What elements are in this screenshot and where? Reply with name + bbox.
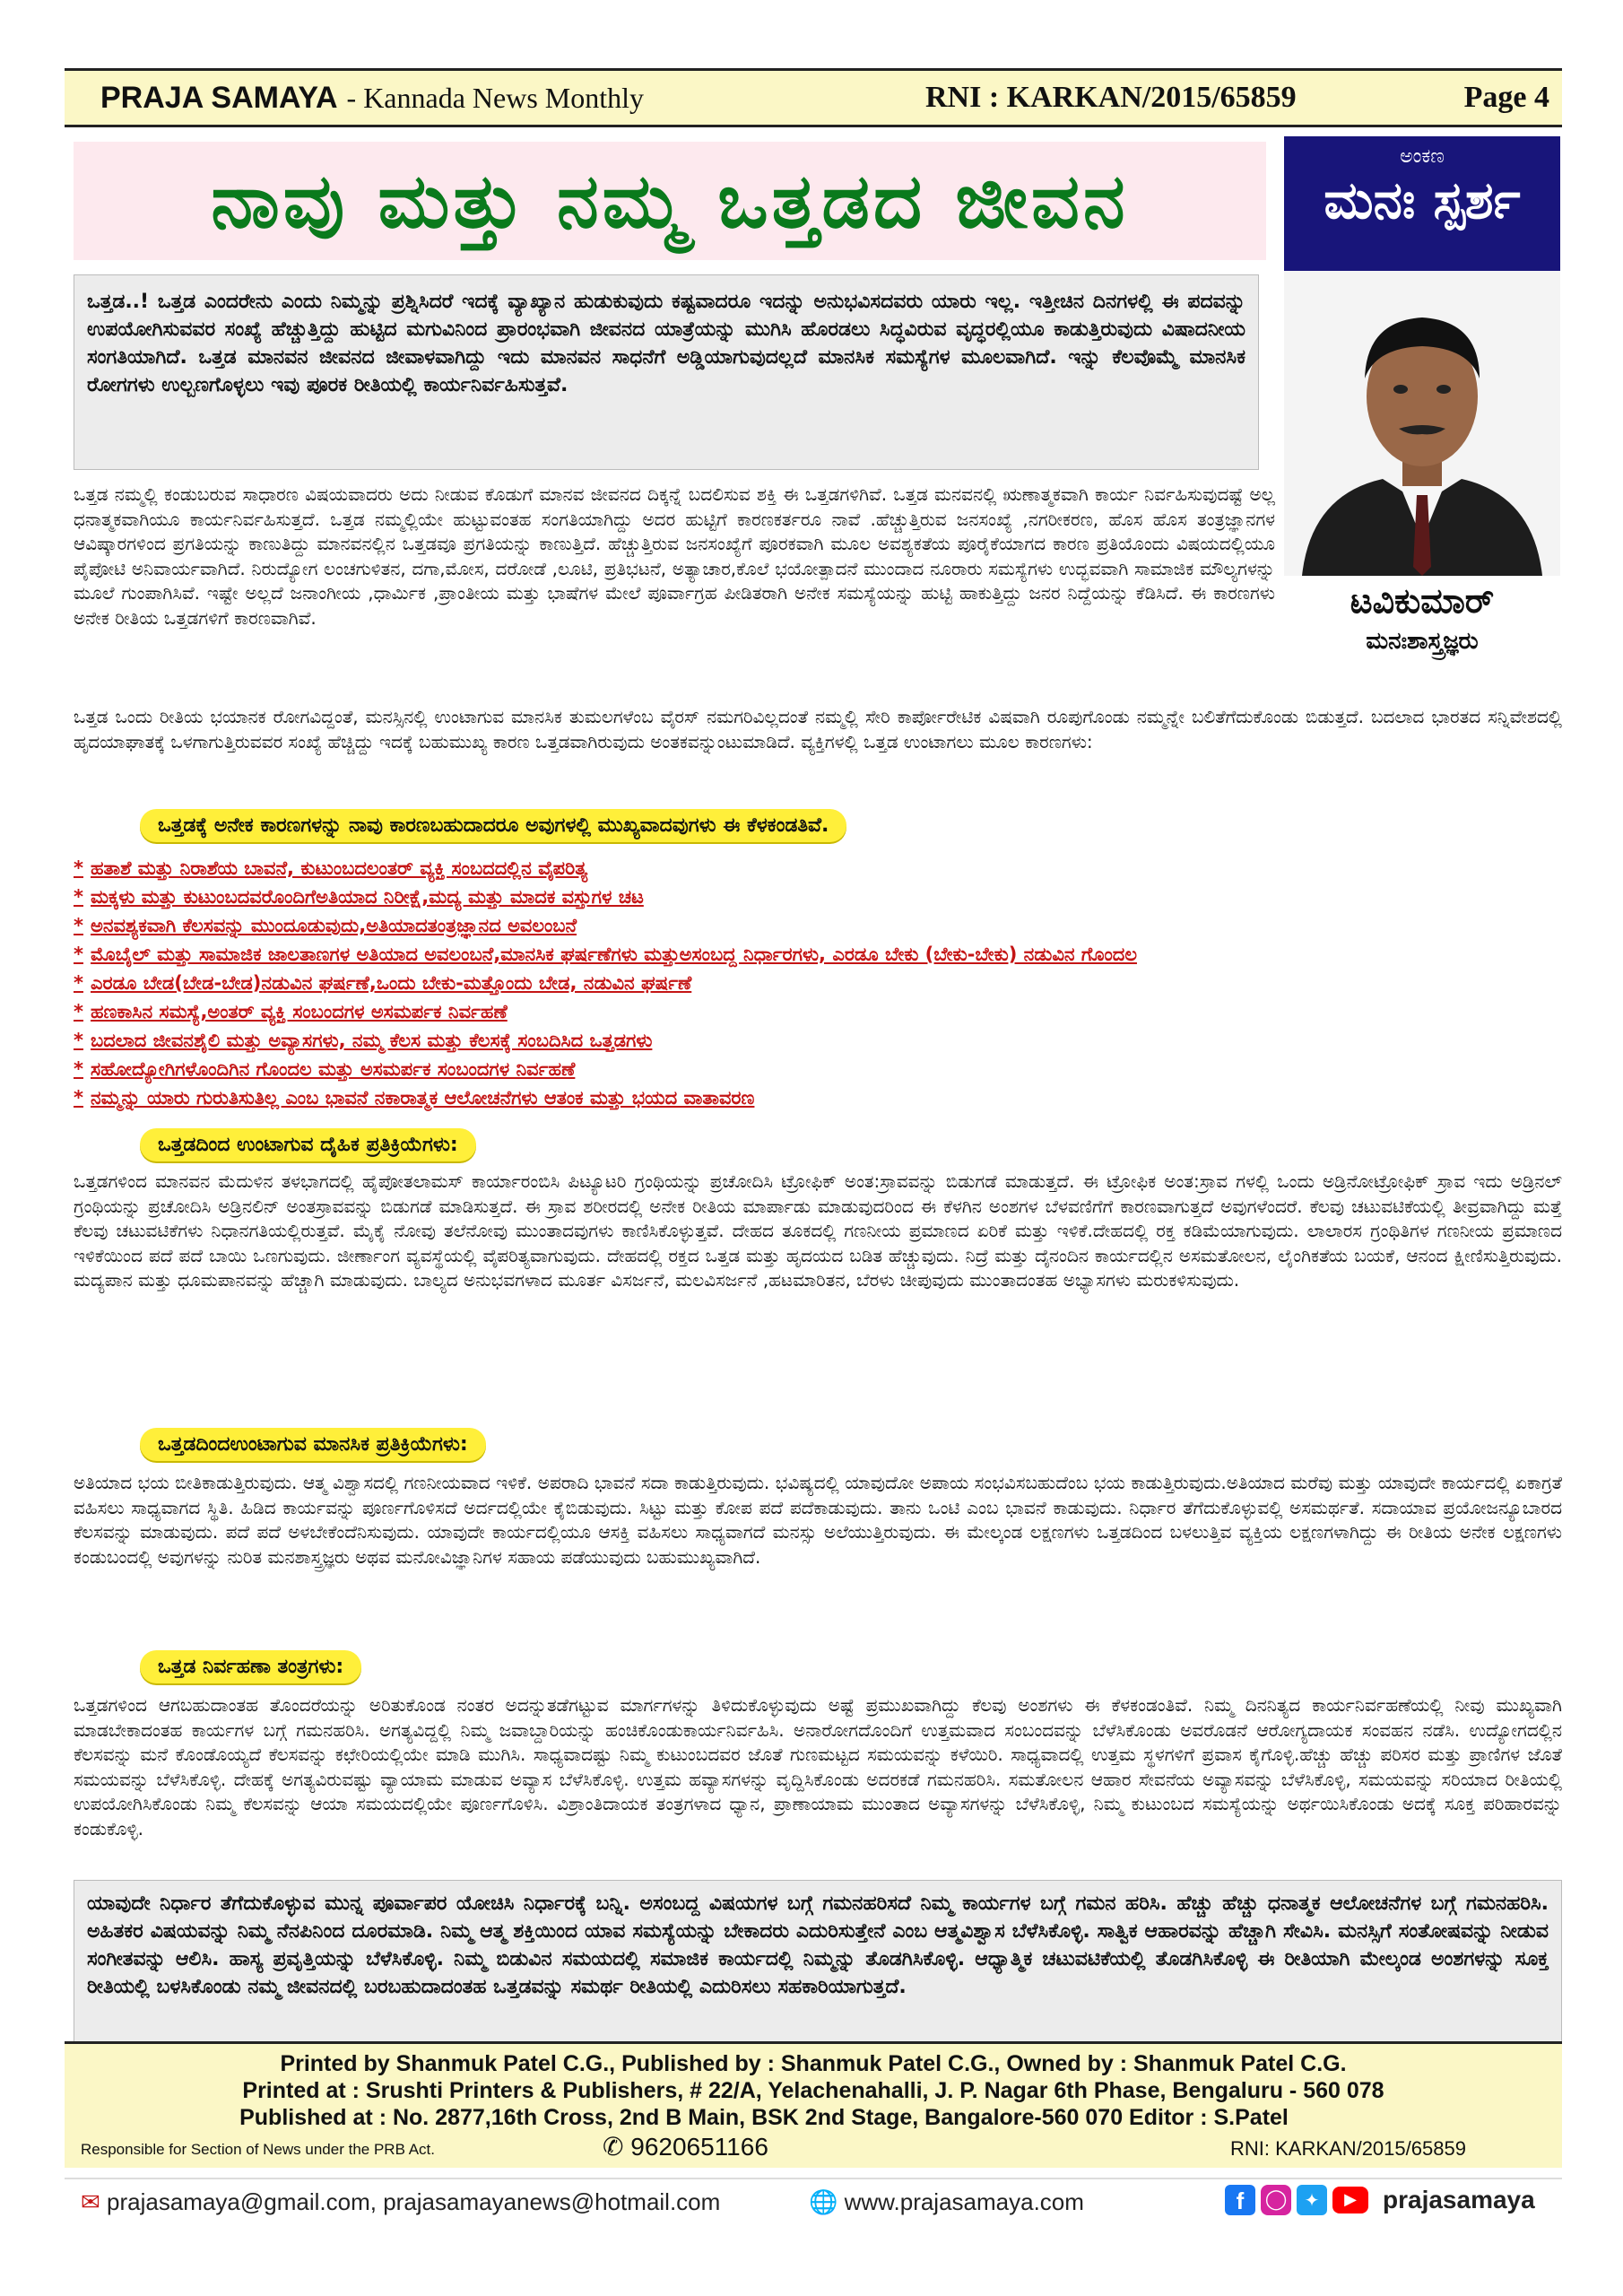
twitter-icon[interactable]: ✦ xyxy=(1297,2185,1327,2215)
footer-rni: RNI: KARKAN/2015/65859 xyxy=(1230,2137,1466,2160)
heading-management: ಒತ್ತಡ ನಿರ್ವಹಣಾ ತಂತ್ರಗಳು: xyxy=(140,1650,361,1683)
list-item: * ಸಹೋದ್ಯೋಗಿಗಳೊಂದಿಗಿನ ಗೊಂದಲ ಮತ್ತು ಅಸಮರ್ಪಕ ಸಂಬಂದಗಳ ನಿರ್ವಹಣೆ xyxy=(74,1058,576,1080)
email-block xyxy=(81,2188,720,2216)
list-item: * ಮೊಬೈಲ್ ಮತ್ತು ಸಾಮಾಜಿಕ ಜಾಲತಾಣಗಳ ಅತಿಯಾದ ಅವಲಂಬನೆ,ಮಾನಸಿಕ ಘರ್ಷಣೆಗಳು ಮತ್ತುಅಸಂಬದ್ದ ನಿರ್ಧಾರಗಳು, ಎರಡೂ ಬೇಕು (ಬೇಕು-ಬೇಕು) ನಡುವಿನ ಗೊಂದಲ xyxy=(74,944,1137,965)
author-photo xyxy=(1284,271,1560,576)
article-title: ನಾವು ಮತ್ತು ನಮ್ಮ ಒತ್ತಡದ ಜೀವನ xyxy=(211,156,1129,245)
article-page xyxy=(65,68,1562,2230)
author-name: ಟವಿಕುಮಾರ್ xyxy=(1350,581,1495,621)
heading-physical: ಒತ್ತಡದಿಂದ ಉಂಟಾಗುವ ದೈಹಿಕ ಪ್ರತಿಕ್ರಿಯೆಗಳು: xyxy=(140,1128,476,1161)
imprint-line-3 xyxy=(65,2105,1463,2131)
list-item: * ಬದಲಾದ ಜೀವನಶೈಲಿ ಮತ್ತು ಅವ್ಯಾಸಗಳು, ನಮ್ಮ ಕೆಲಸ ಮತ್ತು ಕೆಲಸಕ್ಕೆ ಸಂಬದಿಸಿದ ಒತ್ತಡಗಳು xyxy=(74,1030,653,1051)
website-link[interactable]: www.prajasamaya.com xyxy=(844,2188,1084,2215)
heading-causes: ಒತ್ತಡಕ್ಕೆ ಅನೇಕ ಕಾರಣಗಳನ್ನು ನಾವು ಕಾರಣಬಹುದಾದರೂ ಅವುಗಳಲ್ಲಿ ಮುಖ್ಯವಾದವುಗಳು ಈ ಕೆಳಕಂಡತಿವೆ. xyxy=(140,809,846,842)
publication-subtitle: - Kannada News Monthly xyxy=(346,81,645,114)
contact-emails[interactable]: prajasamaya@gmail.com, prajasamayanews@hotmail.com xyxy=(107,2188,721,2215)
list-item: * ನಮ್ಮನ್ನು ಯಾರು ಗುರುತಿಸುತಿಲ್ಲ ಎಂಬ ಭಾವನೆ ನಕಾರಾತ್ಮಕ ಆಲೋಚನೆಗಳು ಆತಂಕ ಮತ್ತು ಭಯದ ವಾತಾವರಣ xyxy=(74,1087,755,1109)
body-paragraph-2: ಒತ್ತಡ ಒಂದು ರೀತಿಯ ಭಯಾನಕ ರೋಗವಿದ್ದಂತೆ, ಮನಸ್ಸಿನಲ್ಲಿ ಉಂಟಾಗುವ ಮಾನಸಿಕ ತುಮಲಗಳೆಂಬ ವೈರಸ್ ನಮಗರಿವಿಲ್ಲದಂತೆ ನಮ್ಮಲ್ಲಿ ಸೇರಿ ಕಾರ್ಪೋರೇಟಿಕ ವಿಷವಾಗಿ ರೂಪುಗೊಂಡು ನಮ್ಮನ್ನೇ ಬಲಿತೆಗೆದುಕೊಂಡು ಬಿಡುತ್ತದೆ. ಬದಲಾದ ಭಾರತದ ಸನ್ನಿವೇಶದಲ್ಲಿ ಹೃದಯಾಘಾತಕ್ಕೆ ಒಳಗಾಗುತ್ತಿರುವವರ ಸಂಖ್ಯೆ ಹೆಚ್ಚಿದ್ದು ಇದಕ್ಕೆ ಬಹುಮುಖ್ಯ ಕಾರಣ ಒತ್ತಡವಾಗಿರುವುದು ಅಂತಕವನ್ನುಂಟುಮಾಡಿದೆ. ವ್ಯಕ್ತಿಗಳಲ್ಲಿ ಒತ್ತಡ ಉಂಟಾಗಲು ಮೂಲ ಕಾರಣಗಳು: xyxy=(74,706,1562,752)
column-name: ಮನಃ ಸ್ಪರ್ಶ xyxy=(1324,170,1521,230)
phone-number: 9620651166 xyxy=(630,2133,768,2161)
masthead-bar xyxy=(65,68,1562,127)
youtube-icon[interactable]: ▶ xyxy=(1332,2187,1368,2213)
causes-list xyxy=(74,854,1562,1112)
column-sidebar xyxy=(1284,136,1560,692)
intro-box: ಒತ್ತಡ..! ಒತ್ತಡ ಎಂದರೇನು ಎಂದು ನಿಮ್ಮನ್ನು ಪ್ರಶ್ನಿಸಿದರೆ ಇದಕ್ಕೆ ವ್ಯಾಖ್ಯಾನ ಹುಡುಕುವುದು ಕಷ್ಟವಾದರೂ ಇದನ್ನು ಅನುಭವಿಸದವರು ಯಾರು ಇಲ್ಲ. ಇತ್ತೀಚಿನ ದಿನಗಳಲ್ಲಿ ಈ ಪದವನ್ನು ಉಪಯೋಗಿಸುವವರ ಸಂಖ್ಯೆ ಹೆಚ್ಚುತ್ತಿದ್ದು ಹುಟ್ಟಿದ ಮಗುವಿನಿಂದ ಪ್ರಾರಂಭವಾಗಿ ಜೀವನದ ಯಾತ್ರೆಯನ್ನು ಮುಗಿಸಿ ಹೊರಡಲು ಸಿದ್ಧವಿರುವ ವೃದ್ಧರಲ್ಲಿಯೂ ಕಾಡುತ್ತಿರುವುದು ವಿಷಾದನೀಯ ಸಂಗತಿಯಾಗಿದೆ. ಒತ್ತಡ ಮಾನವನ ಜೀವನದ ಜೀವಾಳವಾಗಿದ್ದು ಇದು ಮಾನವನ ಸಾಧನೆಗೆ ಅಡ್ಡಿಯಾಗುವುದಲ್ಲದೆ ಮಾನಸಿಕ ಸಮಸ್ಯೆಗಳ ಮೂಲವಾಗಿದೆ. ಇನ್ನು ಕೆಲವೊಮ್ಮೆ ಮಾನಸಿಕ ರೋಗಗಳು ಉಲ್ಬಣಗೊಳ್ಳಲು ಇವು ಪೂರಕ ರೀತಿಯಲ್ಲಿ ಕಾರ್ಯನಿರ್ವಹಿಸುತ್ತವೆ. xyxy=(74,274,1259,470)
page-number: Page 4 xyxy=(1463,81,1549,114)
imprint-line-2: Printed at : Srushti Printers & Publishers, # 22/A, Yelachenahalli, J. P. Nagar 6th Phase, Bengaluru - 560 078 xyxy=(242,2078,1384,2103)
imprint-line-1: Printed by Shanmuk Patel C.G., Published by : Shanmuk Patel C.G., Owned by : Shanmuk Patel C.G. xyxy=(280,2051,1347,2076)
globe-icon: 🌐 xyxy=(809,2188,838,2215)
social-handle[interactable]: prajasamaya xyxy=(1383,2186,1535,2213)
column-banner xyxy=(1284,136,1560,271)
management-text: ಒತ್ತಡಗಳಿಂದ ಆಗಬಹುದಾಂತಹ ತೊಂದರೆಯನ್ನು ಅರಿತುಕೊಂಡ ನಂತರ ಅದನ್ನುತಡೆಗಟ್ಟುವ ಮಾರ್ಗಗಳನ್ನು ತಿಳಿದುಕೊಳ್ಳುವುದು ಅಷ್ಟೆ ಪ್ರಮುಖವಾಗಿದ್ದು ಕೆಲವು ಅಂಶಗಳು ಈ ಕೆಳಕಂಡಂತಿವೆ. ನಿಮ್ಮ ದಿನನಿತ್ಯದ ಕಾರ್ಯನಿರ್ವಹಣೆಯಲ್ಲಿ ನೀವು ಮುಖ್ಯವಾಗಿ ಮಾಡಬೇಕಾದಂತಹ ಕಾರ್ಯಗಳ ಬಗ್ಗೆ ಗಮನಹರಿಸಿ. ಅಗತ್ಯವಿದ್ದಲ್ಲಿ ನಿಮ್ಮ ಜವಾಬ್ದಾರಿಯನ್ನು ಹಂಚಿಕೊಂಡುಕಾರ್ಯನಿರ್ವಹಿಸಿ. ಅನಾರೋಗದೊಂದಿಗೆ ಉತ್ತಮವಾದ ಸಂಬಂದವನ್ನು ಬೆಳೆಸಿಕೊಂಡು ಅವರೊಡನೆ ಆರೋಗ್ಯದಾಯಕ ಸಂವಹನ ನಡೆಸಿ. ಉದ್ಯೋಗದಲ್ಲಿನ ಕೆಲಸವನ್ನು ಮನೆ ಕೊಂಡೊಯ್ಯದೆ ಕೆಲಸವನ್ನು ಕಛೇರಿಯಲ್ಲಿಯೇ ಮಾಡಿ ಮುಗಿಸಿ. ಸಾಧ್ಯವಾದಷ್ಟು ನಿಮ್ಮ ಕುಟುಂಬದವರ ಜೊತೆ ಗುಣಮಟ್ಟದ ಸಮಯವನ್ನು ಕಳೆಯಿರಿ. ಸಾಧ್ಯವಾದಲ್ಲಿ ಉತ್ತಮ ಸ್ಥಳಗಳಿಗೆ ಪ್ರವಾಸ ಕೈಗೊಳ್ಳಿ.ಹೆಚ್ಚು ಹೆಚ್ಚು ಪರಿಸರ ಮತ್ತು ಪ್ರಾಣಿಗಳ ಜೊತೆ ಸಮಯವನ್ನು ಬೆಳೆಸಿಕೊಳ್ಳಿ. ದೇಹಕ್ಕೆ ಅಗತ್ಯವಿರುವಷ್ಟು ವ್ಯಾಯಾಮ ಮಾಡುವ ಅವ್ಯಾಸ ಬೆಳೆಸಿಕೊಳ್ಳಿ. ಉತ್ತಮ ಹವ್ಯಾಸಗಳನ್ನು ವೃದ್ದಿಸಿಕೊಂಡು ಅದರಕಡೆ ಗಮನಹರಿಸಿ. ಸಮತೋಲನ ಆಹಾರ ಸೇವನೆಯ ಅವ್ಯಾಸವನ್ನು ಬೆಳೆಸಿಕೊಳ್ಳಿ, ಸಮಯವನ್ನು ಸರಿಯಾದ ರೀತಿಯಲ್ಲಿ ಉಪಯೋಗಿಸಿಕೊಂಡು ನಿಮ್ಮ ಕೆಲಸವನ್ನು ಆಯಾ ಸಮಯದಲ್ಲಿಯೇ ಪೂರ್ಣಗೊಳಿಸಿ. ವಿಶ್ರಾಂತಿದಾಯಕ ತಂತ್ರಗಳಾದ ಧ್ಯಾನ, ಪ್ರಾಣಾಯಾಮ ಮುಂತಾದ ಅವ್ಯಾಸಗಳನ್ನು ಬೆಳೆಸಿಕೊಳ್ಳಿ, ನಿಮ್ಮ ಕುಟುಂಬದ ಸಮಸ್ಯೆಯನ್ನು ಅರ್ಥಯಿಸಿಕೊಂಡು ಅದಕ್ಕೆ ಸೂಕ್ತ ಪರಿಹಾರವನ್ನು ಕಂಡುಕೊಳ್ಳಿ. xyxy=(74,1694,1562,1839)
phone-icon: ✆ xyxy=(603,2133,624,2161)
editor-name: S.Patel xyxy=(1213,2105,1289,2130)
imprint-block xyxy=(65,2041,1562,2168)
list-item: * ಹತಾಶೆ ಮತ್ತು ನಿರಾಶೆಯ ಬಾವನೆ, ಕುಟುಂಬದಲಂತರ್ ವ್ಯಕ್ತಿ ಸಂಬದದಲ್ಲಿನ ವೈಪರಿತ್ಯ xyxy=(74,857,588,879)
article-title-box xyxy=(74,142,1266,260)
list-item: * ಎರಡೂ ಬೇಡ(ಬೇಡ-ಬೇಡ)ನಡುವಿನ ಘರ್ಷಣೆ,ಒಂದು ಬೇಕು-ಮತ್ತೊಂದು ಬೇಡ, ನಡುವಿನ ಘರ್ಷಣೆ xyxy=(74,972,692,994)
column-label: ಅಂಕಣ xyxy=(1400,145,1445,168)
publication-name: PRAJA SAMAYA xyxy=(100,80,338,115)
mail-icon: ✉ xyxy=(81,2188,100,2215)
list-item: * ಅನವಶ್ಯಕವಾಗಿ ಕೆಲಸವನ್ನು ಮುಂದೂಡುವುದು,ಅತಿಯಾದತಂತ್ರಜ್ಞಾನದ ಅವಲಂಬನೆ xyxy=(74,915,577,936)
responsible-note: Responsible for Section of News under the PRB Act. xyxy=(81,2141,435,2158)
physical-reactions-text: ಒತ್ತಡಗಳಿಂದ ಮಾನವನ ಮೆದುಳಿನ ತಳಭಾಗದಲ್ಲಿ ಹೈಪೋತಲಾಮಸ್ ಕಾರ್ಯಾರಂಬಿಸಿ ಪಿಟ್ಯೂಟರಿ ಗ್ರಂಥಿಯನ್ನು ಪ್ರಚೋದಿಸಿ ಟ್ರೋಫಿಕ್ ಅಂತ:ಸ್ರಾವವನ್ನು ಬಿಡುಗಡೆ ಮಾಡುತ್ತದೆ. ಈ ಟ್ರೋಫಿಕ ಅಂತ:ಸ್ರಾವ ಗಳಲ್ಲಿ ಒಂದು ಅಡ್ರಿನೋಟ್ರೋಫಿಕ್ ಸ್ರಾವ ಇದು ಅಡ್ರಿನಲ್ ಗ್ರಂಥಿಯನ್ನು ಪ್ರಚೋದಿಸಿ ಅಡ್ರಿನಲಿನ್ ಅಂತಸ್ರಾವವನ್ನು ಬಿಡುಗಡೆ ಮಾಡಿಸುತ್ತದೆ. ಈ ಸ್ರಾವ ಶರೀರದಲ್ಲಿ ಅನೇಕ ರೀತಿಯ ಮಾರ್ಪಾಡು ಮಾಡುವುದರಿಂದ ಈ ಕೆಳಗಿನ ಅಂಶಗಳ ಬೆಳವಣಿಗೆಗೆ ಕಾರಣವಾಗುತ್ತದೆ ಅವುಗಳೆಂದರೆ. ಕೆಲವು ಚಟುವಟಿಕೆಯಲ್ಲಿ ತೀವ್ರವಾಗಿದ್ದು ಮತ್ತೆ ಕೆಲವು ಚಟುವಟಿಕೆಗಳು ನಿಧಾನಗತಿಯಲ್ಲಿರುತ್ತವೆ. ಮೈಕೈ ನೋವು ತಲೆನೋವು ಮುಂತಾದವುಗಳು ಕಾಣಿಸಿಕೊಳ್ಳುತ್ತವೆ. ದೇಹದ ತೂಕದಲ್ಲಿ ಗಣನೀಯ ಪ್ರಮಾಣದ ಏರಿಕೆ ಮತ್ತು ಇಳಿಕೆ.ದೇಹದಲ್ಲಿ ರಕ್ತ ಕಡಿಮೆಯಾಗುವುದು. ಲಾಲಾರಸ ಗ್ರಂಥಿತಿಗಳ ಗಣನೀಯ ಪ್ರಮಾಣದ ಇಳಿಕೆಯಿಂದ ಪದೆ ಪದೆ ಬಾಯಿ ಒಣಗುವುದು. ಜೀರ್ಣಾಂಗ ವ್ಯವಸ್ಥೆಯಲ್ಲಿ ವೈಪರಿತ್ಯವಾಗುವುದು. ದೇಹದಲ್ಲಿ ರಕ್ತದ ಒತ್ತಡ ಮತ್ತು ಹೃದಯದ ಬಡಿತ ಹೆಚ್ಚುವುದು. ನಿದ್ರೆ ಮತ್ತು ದೈನಂದಿನ ಕಾರ್ಯದಲ್ಲಿನ ಅಸಮತೋಲನ, ಲೈಂಗಿಕತೆಯ ಬಯಕೆ, ಆನಂದ ಕ್ಷೀಣಿಸುತ್ತಿರುವುದು. ಮದ್ಯಪಾನ ಮತ್ತು ಧೂಮಪಾನವನ್ನು ಹೆಚ್ಚಾಗಿ ಮಾಡುವುದು. ಬಾಲ್ಯದ ಅನುಭವಗಳಾದ ಮೂರ್ತ ವಿಸರ್ಜನೆ, ಮಲವಿಸರ್ಜನೆ ,ಹಟಮಾರಿತನ, ಬೆರಳು ಚೀಪುವುದು ಮುಂತಾದಂತಹ ಅಭ್ಯಾಸಗಳು ಮರುಕಳಿಸುವುದು. xyxy=(74,1170,1562,1291)
mental-reactions-text: ಅತಿಯಾದ ಭಯ ಬೀತಿಕಾಡುತ್ತಿರುವುದು. ಆತ್ಮ ವಿಶ್ವಾಸದಲ್ಲಿ ಗಣನೀಯವಾದ ಇಳಿಕೆ. ಅಪರಾದಿ ಭಾವನೆ ಸದಾ ಕಾಡುತ್ತಿರುವುದು. ಭವಿಷ್ಯದಲ್ಲಿ ಯಾವುದೋ ಅಪಾಯ ಸಂಭವಿಸಬಹುದೆಂಬ ಭಯ ಕಾಡುತ್ತಿರುವುದು.ಅತಿಯಾದ ಮರೆವು ಮತ್ತು ಯಾವುದೇ ಕಾರ್ಯದಲ್ಲಿ ಏಕಾಗ್ರತೆ ವಹಿಸಲು ಸಾಧ್ಯವಾಗದ ಸ್ಥಿತಿ. ಹಿಡಿದ ಕಾರ್ಯವನ್ನು ಪೂರ್ಣಗೊಳಿಸದೆ ಅರ್ದದಲ್ಲಿಯೇ ಕೈಬಿಡುವುದು. ಸಿಟ್ಟು ಮತ್ತು ಕೋಪ ಪದೆ ಪದೆಕಾಡುವುದು. ತಾನು ಒಂಟಿ ಎಂಬ ಭಾವನೆ ಕಾಡುವುದು. ನಿರ್ಧಾರ ತೆಗೆದುಕೊಳ್ಳುವಲ್ಲಿ ಅಸಮರ್ಥತೆ. ಸದಾಯಾವ ಪ್ರಯೋಜನ್ಯೂಬಾರದ ಕೆಲಸವನ್ನು ಮಾಡುವುದು. ಪದೆ ಪದೆ ಅಳಬೇಕೆಂದೆನಿಸುವುದು. ಯಾವುದೇ ಕಾರ್ಯದಲ್ಲಿಯೂ ಆಸಕ್ತಿ ವಹಿಸಲು ಸಾಧ್ಯವಾಗದೆ ಮನಸ್ಸು ಅಲೆಯುತ್ತಿರುವುದು. ಈ ಮೇಲ್ಕಂಡ ಲಕ್ಷಣಗಳು ಒತ್ತಡದಿಂದ ಬಳಲುತ್ತಿವ ವ್ಯಕ್ತಿಯ ಲಕ್ಷಣಗಳಾಗಿದ್ದು ಈ ರೀತಿಯ ಅನೇಕ ಲಕ್ಷಣಗಳು ಕಂಡುಬಂದಲ್ಲಿ ಅವುಗಳನ್ನು ನುರಿತ ಮನಶಾಸ್ತ್ರಜ್ಞರು ಅಥವ ಮನೋವಿಜ್ಞಾನಿಗಳ ಸಹಾಯ ಪಡೆಯುವುದು ಬಹುಮುಖ್ಯವಾಗಿದೆ. xyxy=(74,1472,1562,1568)
list-item: * ಮಕ್ಕಳು ಮತ್ತು ಕುಟುಂಬದವರೊಂದಿಗೆಅತಿಯಾದ ನಿರೀಕ್ಷೆ,ಮದ್ಯ ಮತ್ತು ಮಾದಕ ವಸ್ತುಗಳ ಚಟ xyxy=(74,886,644,908)
phone-block xyxy=(603,2132,768,2161)
contact-bar xyxy=(65,2178,1562,2224)
website-block xyxy=(809,2188,1084,2216)
author-role: ಮನಃಶಾಸ್ತ್ರಜ್ಞರು xyxy=(1366,628,1479,655)
list-item: * ಹಣಕಾಸಿನ ಸಮಸ್ಯೆ,ಅಂತರ್ ವ್ಯಕ್ತಿ ಸಂಬಂದಗಳ ಅಸಮರ್ಪಕ ನಿರ್ವಹಣೆ xyxy=(74,1001,508,1022)
author-portrait-image xyxy=(1284,271,1560,576)
facebook-icon[interactable]: f xyxy=(1225,2185,1255,2215)
imprint-address: Published at : No. 2877,16th Cross, 2nd B Main, BSK 2nd Stage, Bangalore-560 070 Editor : xyxy=(239,2105,1208,2130)
heading-mental: ಒತ್ತಡದಿಂದಉಂಟಾಗುವ ಮಾನಸಿಕ ಪ್ರತಿಕ್ರಿಯೆಗಳು: xyxy=(140,1428,486,1461)
social-icons xyxy=(1225,2185,1535,2215)
rni-number: RNI : KARKAN/2015/65859 xyxy=(925,81,1297,114)
instagram-icon[interactable]: ◯ xyxy=(1261,2185,1291,2215)
body-paragraph-1: ಒತ್ತಡ ನಮ್ಮಲ್ಲಿ ಕಂಡುಬರುವ ಸಾಧಾರಣ ವಿಷಯವಾದರು ಅದು ನೀಡುವ ಕೊಡುಗೆ ಮಾನವ ಜೀವನದ ದಿಕ್ಕನ್ನೆ ಬದಲಿಸುವ ಶಕ್ತಿ ಈ ಒತ್ತಡಗಳಿಗಿವೆ. ಒತ್ತಡ ಮನವನಲ್ಲಿ ಋಣಾತ್ಮಕವಾಗಿ ಕಾರ್ಯ ನಿರ್ವಹಿಸುವುದಷ್ಟೆ ಅಲ್ಲ ಧನಾತ್ಮಕವಾಗಿಯೂ ಕಾರ್ಯನಿರ್ವಹಿಸುತ್ತದೆ. ಒತ್ತಡ ನಮ್ಮಲ್ಲಿಯೇ ಹುಟ್ಟುವಂತಹ ಸಂಗತಿಯಾಗಿದ್ದು ಅದರ ಹುಟ್ಟಿಗೆ ಕಾರಣಕರ್ತರೂ ನಾವೆ .ಹೆಚ್ಚುತ್ತಿರುವ ಜನಸಂಖ್ಯೆ ,ನಗರೀಕರಣ, ಹೊಸ ಹೊಸ ತಂತ್ರಜ್ಞಾನಗಳ ಆವಿಷ್ಕಾರಗಳಿಂದ ಪ್ರಗತಿಯನ್ನು ಕಾಣುತಿದ್ದು ಮಾನವನಲ್ಲಿನ ಒತ್ತಡವೂ ಪ್ರಗತಿಯನ್ನು ಕಾಣುತ್ತಿದೆ. ಹೆಚ್ಚುತ್ತಿರುವ ಜನಸಂಖ್ಯೆಗೆ ಪೂರಕವಾಗಿ ಮೂಲ ಅವಶ್ಯಕತೆಯ ಪೂರೈಕೆಯಾಗದ ಕಾರಣ ಪ್ರತಿಯೊಂದು ವಿಷಯದಲ್ಲಿಯೂ ಪೈಪೋಟಿ ಅನಿವಾರ್ಯವಾಗಿದೆ. ನಿರುದ್ಯೋಗ ಲಂಚಗುಳಿತನ, ದಗಾ,ಮೋಸ, ದರೋಡೆ ,ಲೂಟಿ, ಪ್ರತಿಭಟನೆ, ಅತ್ಯಾಚಾರ,ಕೊಲೆ ಭಯೋತ್ಪಾದನೆ ಮುಂದಾದ ನೂರಾರು ಸಮಸ್ಯೆಗಳು ಉದ್ಭವವಾಗಿ ಸಾಮಾಜಿಕ ಮೌಲ್ಯಗಳನ್ನು ಮೂಲೆ ಗುಂಪಾಗಿಸಿವೆ. ಇಷ್ಟೇ ಅಲ್ಲದೆ ಜನಾಂಗೀಯ ,ಧಾರ್ಮಿಕ ,ಪ್ರಾಂತೀಯ ಮತ್ತು ಭಾಷೆಗಳ ಮೇಲೆ ಪೂರ್ವಾಗ್ರಹ ಪೀಡಿತರಾಗಿ ಅನೇಕ ಸಮಸ್ಯೆಯನ್ನು ಹುಟ್ಟಿ ಹಾಕುತ್ತಿದ್ದು ಜನರ ನಿದ್ದೆಯನ್ನು ಕೆಡಿಸಿದೆ. ಈ ಕಾರಣಗಳು ಅನೇಕ ರೀತಿಯ ಒತ್ತಡಗಳಿಗೆ ಕಾರಣವಾಗಿವೆ. xyxy=(74,483,1275,629)
conclusion-box: ಯಾವುದೇ ನಿರ್ಧಾರ ತೆಗೆದುಕೊಳ್ಳುವ ಮುನ್ನ ಪೂರ್ವಾಪರ ಯೋಚಿಸಿ ನಿರ್ಧಾರಕ್ಕೆ ಬನ್ನಿ. ಅಸಂಬದ್ದ ವಿಷಯಗಳ ಬಗ್ಗೆ ಗಮನಹರಿಸದೆ ನಿಮ್ಮ ಕಾರ್ಯಗಳ ಬಗ್ಗೆ ಗಮನ ಹರಿಸಿ. ಹೆಚ್ಚು ಹೆಚ್ಚು ಧನಾತ್ಮಕ ಆಲೋಚನೆಗಳ ಬಗ್ಗೆ ಗಮನಹರಿಸಿ. ಅಹಿತಕರ ವಿಷಯವನ್ನು ನಿಮ್ಮ ನೆನಪಿನಿಂದ ದೂರಮಾಡಿ. ನಿಮ್ಮ ಆತ್ಮ ಶಕ್ತಿಯಿಂದ ಯಾವ ಸಮಸ್ಯೆಯನ್ನು ಬೇಕಾದರು ಎದುರಿಸುತ್ತೇನೆ ಎಂಬ ಆತ್ಮವಿಶ್ವಾಸ ಬೆಳೆಸಿಕೊಳ್ಳಿ. ಸಾತ್ವಿಕ ಆಹಾರವನ್ನು ಹೆಚ್ಚಾಗಿ ಸೇವಿಸಿ. ಮನಸ್ಸಿಗೆ ಸಂತೋಷವನ್ನು ನೀಡುವ ಸಂಗೀತವನ್ನು ಆಲಿಸಿ. ಹಾಸ್ಯ ಪ್ರವೃತ್ತಿಯನ್ನು ಬೆಳೆಸಿಕೊಳ್ಳಿ. ನಿಮ್ಮ ಬಿಡುವಿನ ಸಮಯದಲ್ಲಿ ಸಮಾಜಿಕ ಕಾರ್ಯದಲ್ಲಿ ನಿಮ್ಮನ್ನು ತೊಡಗಿಸಿಕೊಳ್ಳಿ. ಆಧ್ಯಾತ್ಮಿಕ ಚಟುವಟಿಕೆಯಲ್ಲಿ ತೊಡಗಿಸಿಕೊಳ್ಳಿ ಈ ರೀತಿಯಾಗಿ ಮೇಲ್ಕಂಡ ಅಂಶಗಳನ್ನು ಸೂಕ್ತ ರೀತಿಯಲ್ಲಿ ಬಳಸಿಕೊಂಡು ನಮ್ಮ ಜೀವನದಲ್ಲಿ ಬರಬಹುದಾದಂತಹ ಒತ್ತಡವನ್ನು ಸಮರ್ಥ ರೀತಿಯಲ್ಲಿ ಎದುರಿಸಲು ಸಹಕಾರಿಯಾಗುತ್ತದೆ. xyxy=(74,1880,1562,2066)
